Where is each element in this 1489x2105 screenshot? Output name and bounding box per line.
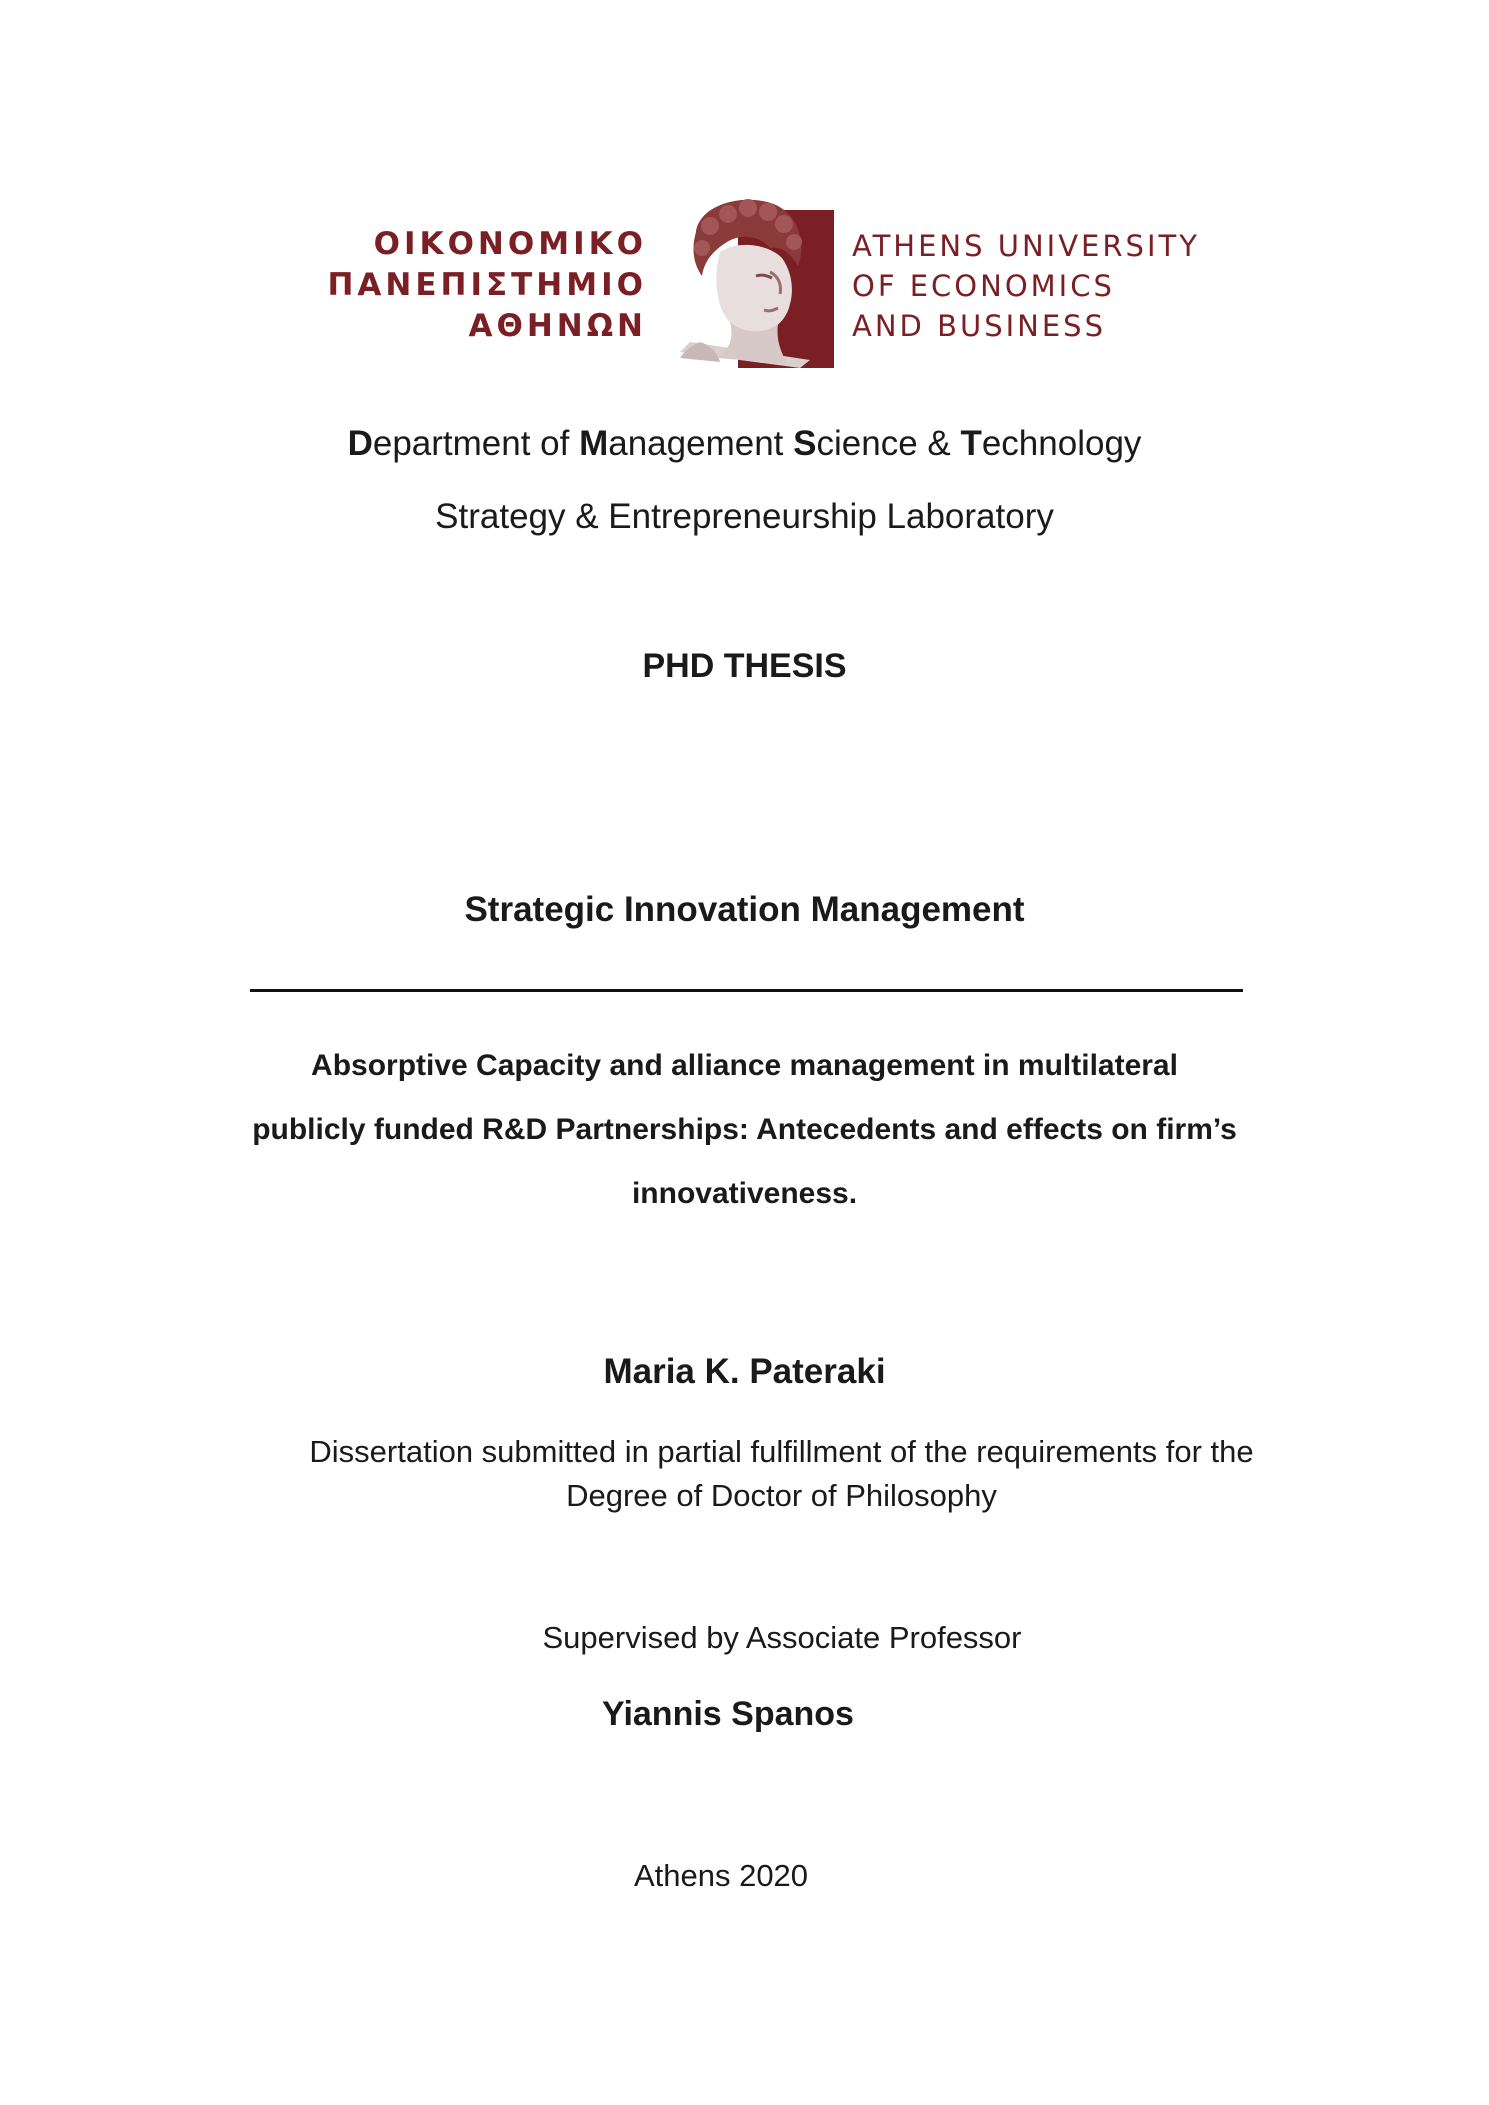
thesis-title-line-3: innovativeness. (631, 1177, 858, 1210)
logo-greek-line-3: ΑΘΗΝΩΝ (468, 308, 647, 344)
department-part-1: epartment of (372, 424, 580, 463)
dissertation-line-2: Degree of Doctor of Philosophy (566, 1478, 997, 1513)
author-name: Maria K. Pateraki (603, 1352, 886, 1391)
logo-english-text (852, 226, 1272, 346)
department-initial-t: T (960, 424, 982, 463)
title-divider (250, 989, 1243, 992)
department-part-2: anagement (608, 424, 794, 463)
laboratory-name: Strategy & Entrepreneurship Laboratory (435, 497, 1054, 536)
logo-greek-line-1: ΟΙΚΟΝΟΜΙΚΟ (373, 226, 647, 262)
department-part-3: cience & (816, 424, 961, 463)
thesis-title-line-2: publicly funded R&D Partnerships: Antecedents and effects on firm’s (252, 1113, 1237, 1146)
logo-english-line-2: OF ECONOMICS (852, 269, 1115, 303)
department-initial-s: S (793, 424, 817, 463)
department-name (0, 422, 1489, 466)
thesis-title-line-1: Absorptive Capacity and alliance management in multilateral (311, 1049, 1178, 1082)
department-initial-m: M (579, 424, 609, 463)
thesis-title (230, 1034, 1259, 1226)
department-initial-d: D (347, 424, 373, 463)
field-of-study: Strategic Innovation Management (464, 890, 1025, 929)
hermes-head-emblem-icon (660, 192, 836, 372)
supervised-by-label: Supervised by Associate Professor (542, 1620, 1022, 1655)
logo-greek-text (247, 224, 647, 347)
place-and-year: Athens 2020 (633, 1858, 809, 1893)
supervisor-name: Yiannis Spanos (602, 1695, 854, 1733)
logo-english-line-1: ATHENS UNIVERSITY (852, 229, 1200, 263)
logo-greek-line-2: ΠΑΝΕΠΙΣΤΗΜΙΟ (327, 267, 647, 303)
dissertation-statement (250, 1430, 1313, 1518)
logo-english-line-3: AND BUSINESS (852, 309, 1106, 343)
department-part-4: echnology (981, 424, 1142, 463)
document-type: PHD THESIS (642, 647, 847, 685)
dissertation-line-1: Dissertation submitted in partial fulfillment of the requirements for the (309, 1434, 1254, 1469)
